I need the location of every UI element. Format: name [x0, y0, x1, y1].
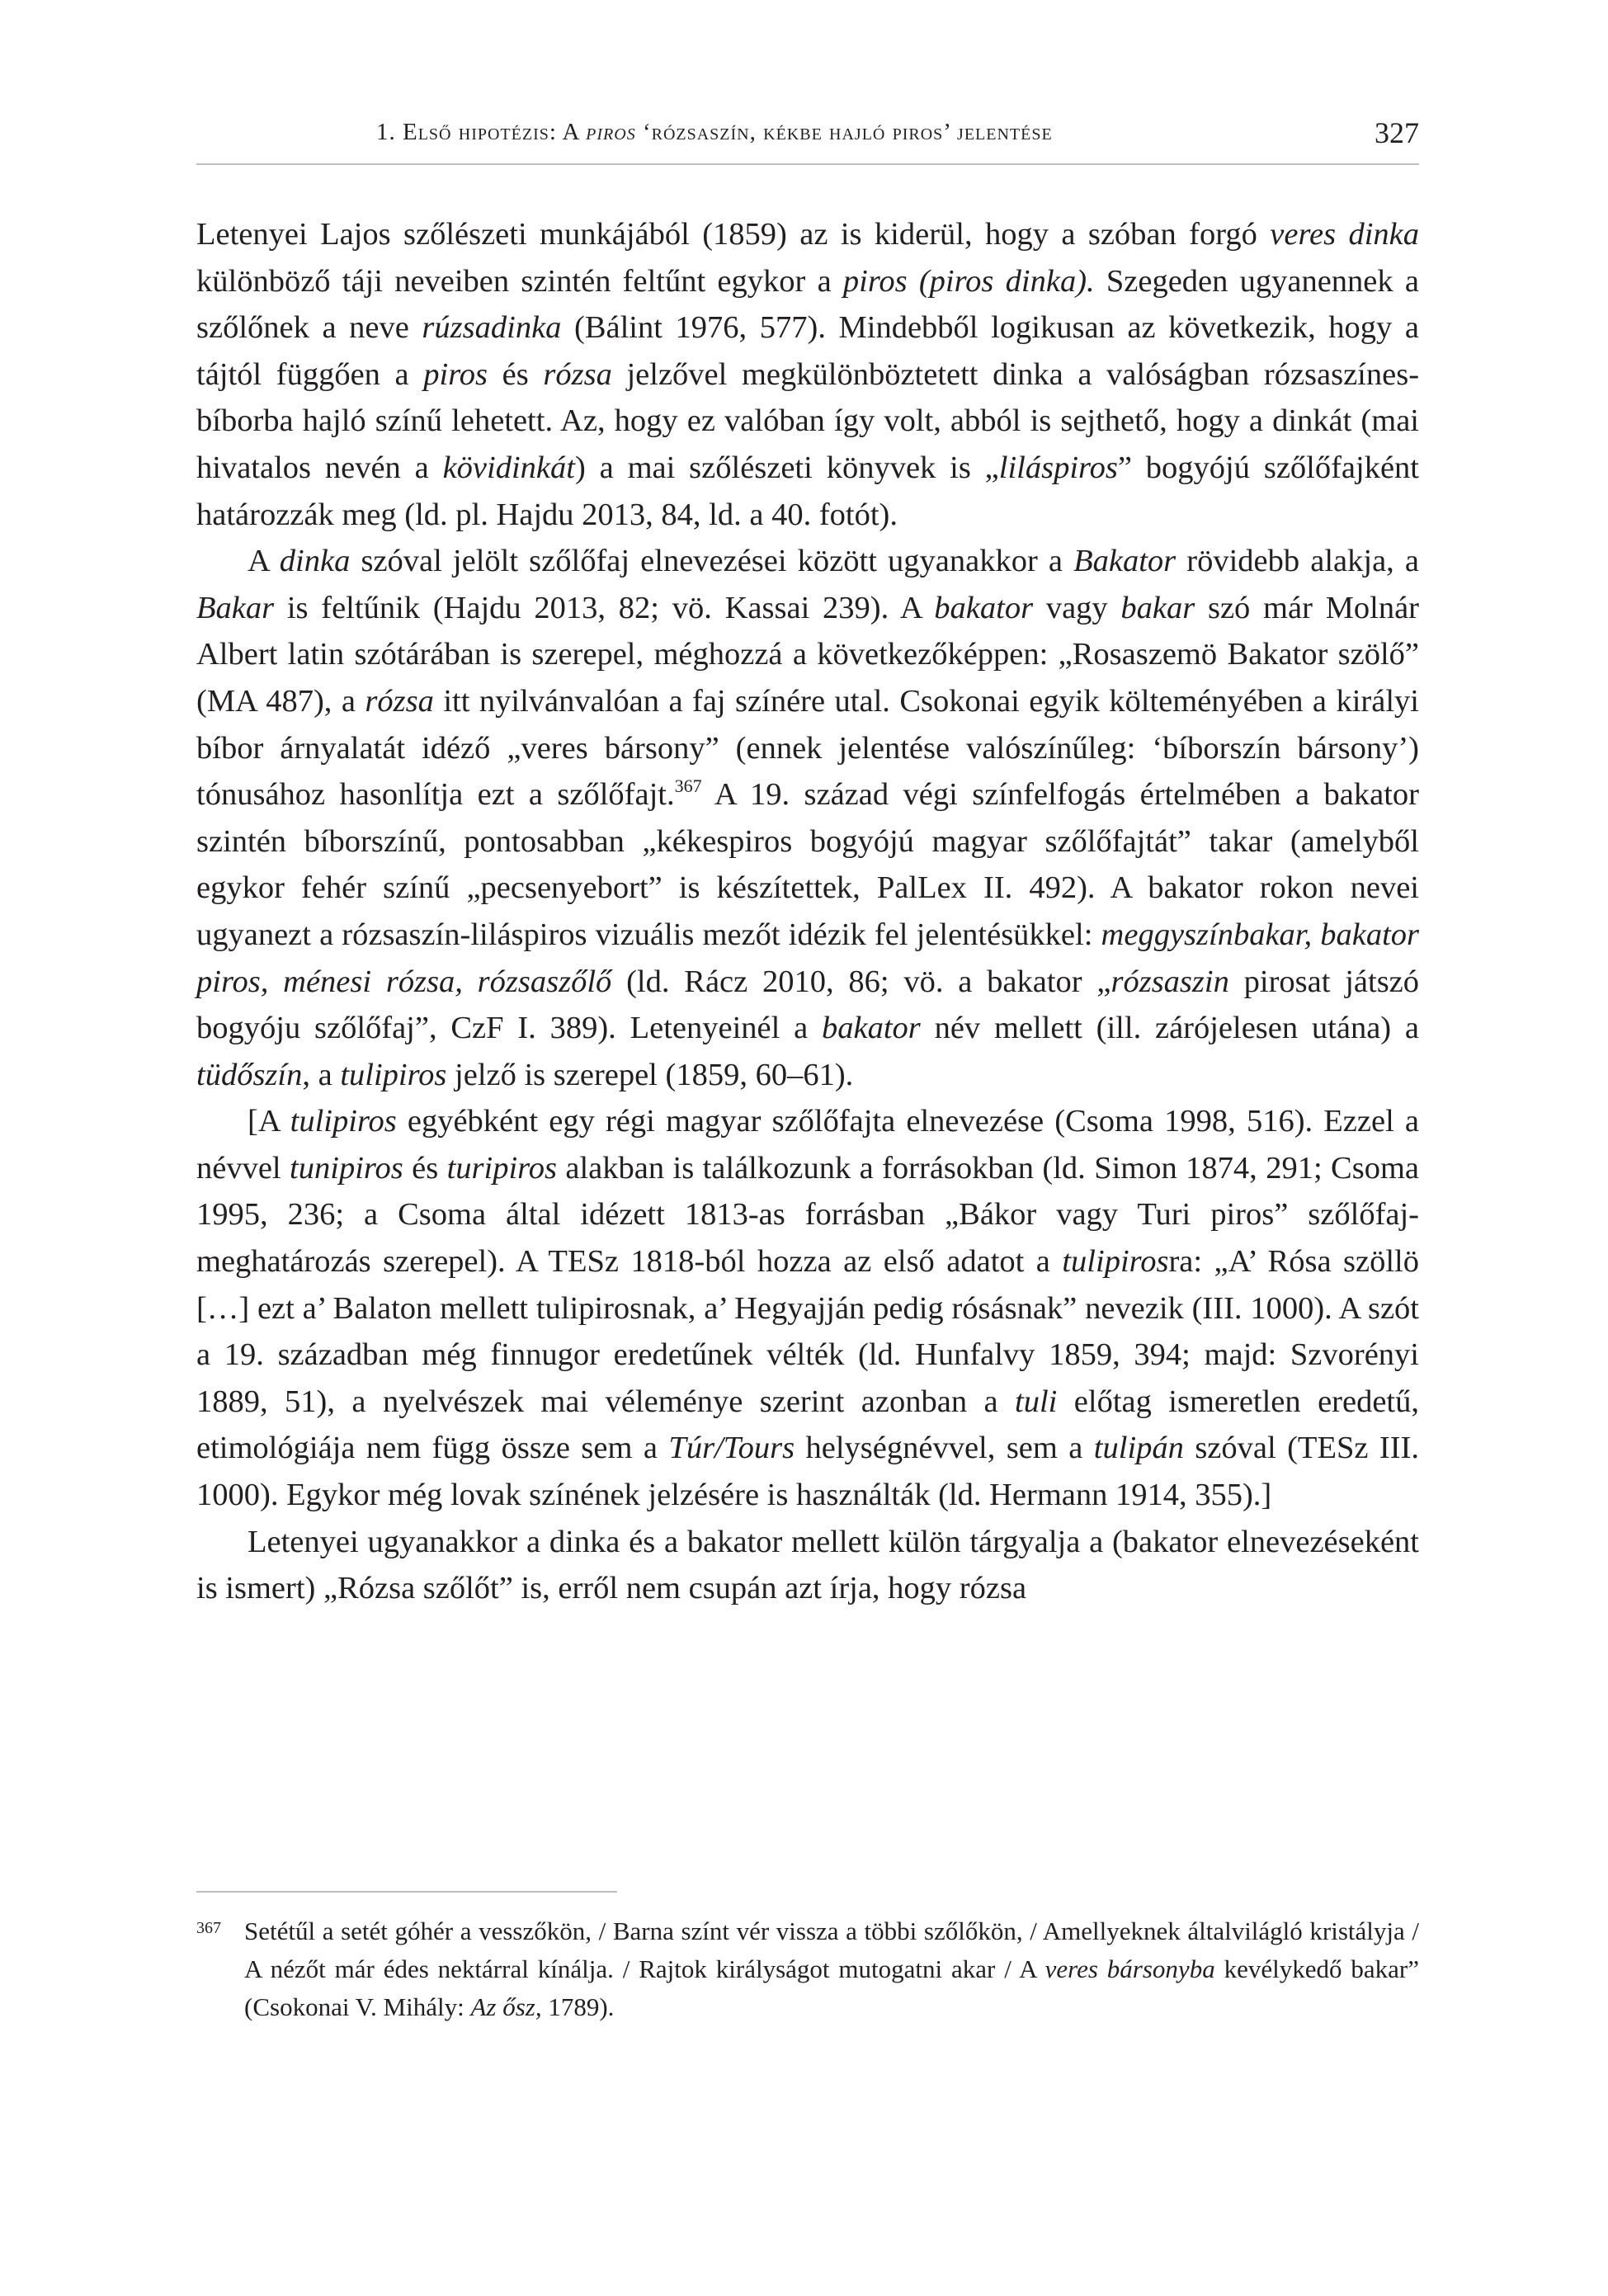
italic-term: Bakar [196, 590, 275, 625]
chapter-title-rest: ‘rózsaszín, kékbe hajló piros’ jelentése [642, 119, 1053, 145]
italic-term: rózsaszin [1111, 964, 1229, 999]
text-run: Setétűl a setét góhér a vesszőkön, / Barna színt vér vissza a többi szőlőkön, / Amellyeknek általvilágló kristályja / A nézőt már édes nektárral kínálja. / Rajtok királyságot mutogatni akar / A [244, 1916, 1419, 1983]
italic-term: bakar [1120, 590, 1195, 625]
text-run: jelzővel megkülönböztetett dinka a valóságban rózsaszínes-bíborba hajló színű lehetett. Az, hogy ez valóban így volt, abból is sejthető, hogy a dinkát (mai hivatalos nevén a [196, 356, 1420, 485]
italic-term: rózsa [365, 683, 434, 719]
italic-term: Bakator [1073, 544, 1177, 579]
chapter-title-term: piros [586, 119, 636, 145]
running-head-title [376, 119, 1053, 146]
text-run: és [488, 356, 544, 392]
text-run: szó már Molnár Albert latin szótárában is szerepel, méghozzá a következőképpen: „Rosaszemö Bakator szölő” (MA 487), a [196, 590, 1419, 719]
text-run: (Bálint 1976, 577). Mindebből logikusan az következik, hogy a tájtól függően a [196, 310, 1419, 392]
italic-term: liláspiros [998, 450, 1118, 485]
text-run: pirosat játszó bogyóju szőlőfaj”, CzF I. 389). Letenyeinél a [196, 964, 1420, 1046]
text-run: Szegeden ugyanennek a szőlőnek a neve [196, 263, 1419, 346]
text-run: ” bogyójú szőlőfajként határozzák meg (ld. pl. Hajdu 2013, 84, ld. a 40. fotót). [196, 450, 1419, 532]
italic-term: Túr/Tours [668, 1431, 795, 1466]
text-run: előtag ismeretlen eredetű, etimológiája nem függ össze sem a [196, 1384, 1419, 1466]
text-run: rövidebb alakja, a [1176, 544, 1419, 579]
italic-term: tulipiros [1062, 1244, 1169, 1280]
italic-term: bakator [934, 590, 1034, 625]
italic-term: tuli [1015, 1384, 1058, 1419]
paragraph [196, 211, 1419, 538]
text-run: ra: „A’ Rósa szöllö […] ezt a’ Balaton mellett tulipirosnak, a’ Hegyajján pedig rósásnak” nevezik (III. 1000). A szót a 19. században még finnugor eredetűnek vélték (ld. Hunfalvy 1859, 394; majd: Szvorényi 1889, 51), a nyelvészek mai véleménye szerint azonban a [196, 1244, 1419, 1419]
footnote-divider [196, 1891, 617, 1893]
footnote-reference: 367 [674, 776, 702, 797]
text-run: vagy [1033, 590, 1121, 625]
paragraph [196, 1519, 1419, 1612]
italic-term: rózsa [543, 356, 612, 392]
text-run: itt nyilvánvalóan a faj színére utal. Csokonai egyik költeményében a királyi bíbor árnyalatát idéző „veres bársony” (ennek jelentése valószínűleg: ‘bíborszín bársony’) tónusához hasonlítja ezt a szőlőfajt. [196, 683, 1419, 813]
chapter-number: 1. [376, 119, 396, 145]
italic-term: piros [423, 356, 488, 392]
footnote-text [244, 1912, 1419, 2026]
footnote [196, 1912, 1419, 2026]
text-run: ) a mai szőlészeti könyvek is „ [574, 450, 999, 485]
italic-term: meggyszínbakar, bakator piros, ménesi rózsa, rózsaszőlő [196, 917, 1420, 999]
italic-term: tüdőszín [196, 1057, 303, 1092]
text-run: A [248, 544, 280, 579]
text-run: és [403, 1150, 447, 1186]
text-run: helységnévvel, sem a [795, 1431, 1094, 1466]
text-run: jelző is szerepel (1859, 60–61). [446, 1057, 854, 1092]
italic-term: turipiros [446, 1150, 557, 1186]
italic-term: rúzsadinka [422, 310, 562, 346]
italic-term: tulipiros [290, 1104, 397, 1139]
text-run: Letenyei Lajos szőlészeti munkájából (1859) az is kiderül, hogy a szóban forgó [196, 217, 1271, 252]
text-run: név mellett (ill. zárójelesen utána) a [920, 1011, 1419, 1046]
main-text [196, 211, 1419, 1612]
paragraph [196, 538, 1419, 1098]
italic-term: tulipán [1093, 1431, 1184, 1466]
italic-term: veres bársonyba [1044, 1954, 1215, 1983]
italic-term: dinka [279, 544, 351, 579]
italic-term: piros (piros dinka). [842, 263, 1095, 299]
text-run: (ld. Rácz 2010, 86; vö. a bakator „ [611, 964, 1111, 999]
text-run: kevélykedő bakar” (Csokonai V. Mihály: [244, 1954, 1419, 2021]
text-run: 1789). [541, 1992, 615, 2021]
text-run: alakban is találkozunk a forrásokban (ld. Simon 1874, 291; Csoma 1995, 236; a Csoma által idézett 1813-as forrásban „Bákor vagy Turi piros” szőlőfaj-meghatározás szerepel). A TESz 1818-ból hozza az első adatot a [196, 1150, 1420, 1280]
text-run: is feltűnik (Hajdu 2013, 82; vö. Kassai 239). A [274, 590, 935, 625]
italic-term: kövidinkát [442, 450, 575, 485]
text-run: egyébként egy régi magyar szőlőfajta elnevezése (Csoma 1998, 516). Ezzel a névvel [196, 1104, 1419, 1186]
italic-term: veres dinka [1270, 217, 1419, 252]
text-run: különböző táji neveiben szintén feltűnt egykor a [196, 263, 843, 299]
page-number: 327 [1375, 116, 1419, 149]
text-run: A 19. század végi színfelfogás értelmében a bakator szintén bíborszínű, pontosabban „kékespiros bogyójú magyar szőlőfajtát” takar (amelyből egykor fehér színű „pecsenyebort” is készítettek, PalLex II. 492). A bakator rokon nevei ugyanezt a rózsaszín-liláspiros vizuális mezőt idézik fel jelentésükkel: [196, 777, 1419, 952]
chapter-title-lead: Első hipotézis: A [403, 119, 579, 145]
running-head [196, 114, 1419, 165]
text-run: szóval jelölt szőlőfaj elnevezései között ugyanakkor a [350, 544, 1074, 579]
italic-term: tunipiros [290, 1150, 403, 1186]
footnote-number: 367 [196, 1919, 221, 1937]
italic-term: Az ősz, [470, 1992, 542, 2021]
italic-term: tulipiros [340, 1057, 447, 1092]
text-run: szóval (TESz III. 1000). Egykor még lovak színének jelzésére is használták (ld. Hermann 1914, 355).] [196, 1431, 1419, 1513]
paragraph [196, 1098, 1419, 1518]
text-run: , a [302, 1057, 341, 1092]
text-run: [A [248, 1104, 290, 1139]
text-run: Letenyei ugyanakkor a dinka és a bakator mellett külön tárgyalja a (bakator elnevezéseként is ismert) „Rózsa szőlőt” is, erről nem csupán azt írja, hogy rózsa [196, 1524, 1419, 1606]
italic-term: bakator [821, 1011, 921, 1046]
